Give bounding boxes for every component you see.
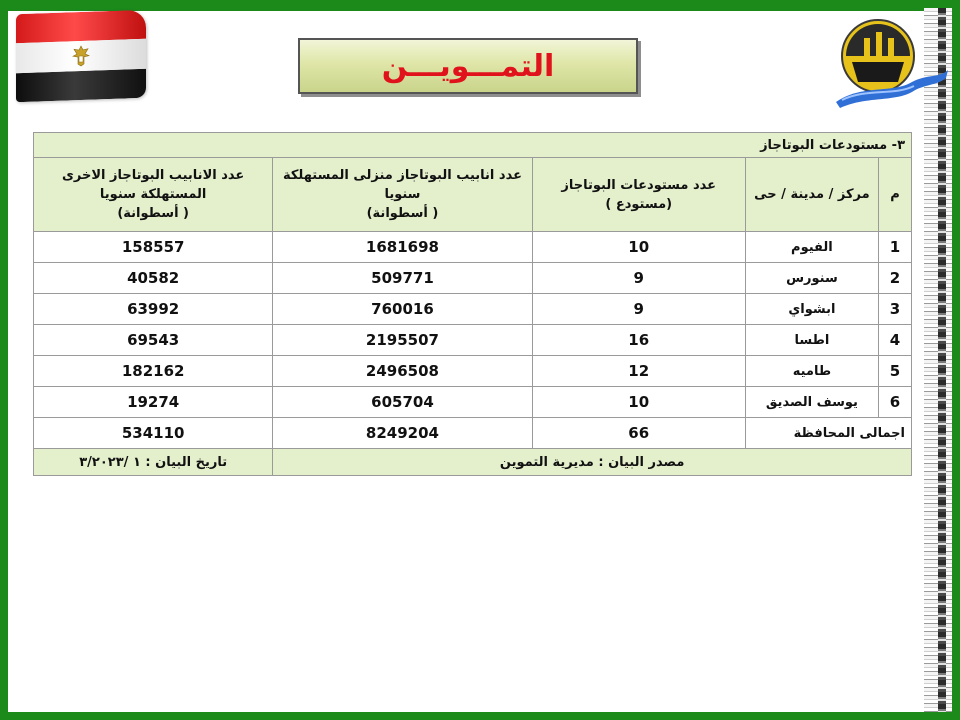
row-index: 2 [878, 263, 911, 294]
total-depots: 66 [532, 418, 745, 449]
header-home-cylinders: عدد انابيب البوتاجاز منزلى المستهلكة سنويا ( أسطوانة) [273, 158, 532, 232]
table-row [34, 387, 912, 418]
table-row [34, 294, 912, 325]
row-location: سنورس [745, 263, 878, 294]
table-row [34, 325, 912, 356]
table-row [34, 263, 912, 294]
row-location: طاميه [745, 356, 878, 387]
row-depots: 10 [532, 387, 745, 418]
row-home: 2195507 [273, 325, 532, 356]
section-title: ٣- مستودعات البوتاجاز [34, 133, 912, 158]
row-index: 6 [878, 387, 911, 418]
row-index: 3 [878, 294, 911, 325]
total-home: 8249204 [273, 418, 532, 449]
header-depots: عدد مستودعات البوتاجاز (مستودع ) [532, 158, 745, 232]
row-index: 5 [878, 356, 911, 387]
table-row [34, 232, 912, 263]
row-depots: 12 [532, 356, 745, 387]
table-row [34, 356, 912, 387]
row-other: 158557 [34, 232, 273, 263]
frame-top-line [8, 8, 952, 11]
row-depots: 9 [532, 294, 745, 325]
row-location: الفيوم [745, 232, 878, 263]
total-row [34, 418, 912, 449]
row-index: 4 [878, 325, 911, 356]
row-other: 19274 [34, 387, 273, 418]
data-source: مصدر البيان : مديرية التموين [273, 449, 912, 476]
row-other: 182162 [34, 356, 273, 387]
total-other: 534110 [34, 418, 273, 449]
row-depots: 16 [532, 325, 745, 356]
footer-row [34, 449, 912, 476]
egypt-flag-icon [16, 10, 146, 103]
decorative-right-strip-dark [938, 8, 946, 712]
governorate-logo-icon [832, 12, 950, 110]
gas-depots-table [33, 132, 912, 476]
title-banner [298, 38, 638, 94]
row-home: 1681698 [273, 232, 532, 263]
header-location: مركز / مدينة / حى [745, 158, 878, 232]
row-location: ابشواي [745, 294, 878, 325]
row-depots: 10 [532, 232, 745, 263]
row-home: 509771 [273, 263, 532, 294]
page-title: التمـــويـــن [381, 48, 555, 84]
table-header-row [34, 158, 912, 232]
row-depots: 9 [532, 263, 745, 294]
row-home: 2496508 [273, 356, 532, 387]
row-index: 1 [878, 232, 911, 263]
eagle-icon [70, 44, 92, 69]
row-home: 760016 [273, 294, 532, 325]
total-label: اجمالى المحافظة [745, 418, 911, 449]
row-other: 63992 [34, 294, 273, 325]
row-other: 40582 [34, 263, 273, 294]
row-other: 69543 [34, 325, 273, 356]
row-location: اطسا [745, 325, 878, 356]
header-other-cylinders: عدد الانابيب البوتاجاز الاخرى المستهلكة سنويا ( أسطوانة) [34, 158, 273, 232]
header-index: م [878, 158, 911, 232]
row-home: 605704 [273, 387, 532, 418]
row-location: يوسف الصديق [745, 387, 878, 418]
data-date: تاريخ البيان : ١ /٣/٢٠٢٣ [34, 449, 273, 476]
